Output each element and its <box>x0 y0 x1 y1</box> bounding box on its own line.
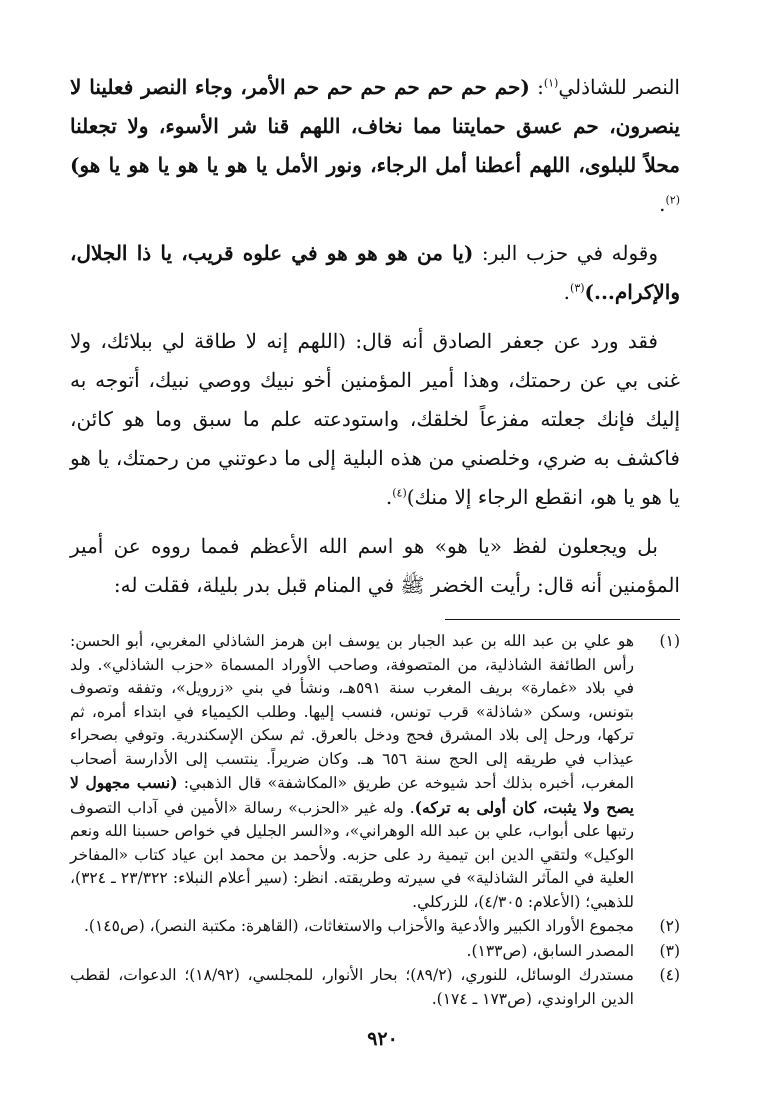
page-number: ٩٢٠ <box>367 1028 398 1050</box>
footnote-divider <box>445 619 680 620</box>
footnote-text-part: . وله غير «الحزب» رسالة «الأمين في آداب التصوف رتبها على أبواب، علي بن عبد الله الوهراني»، و«السر الجليل في خواص حسبنا الله ونعم الوكيل» ولتقي الدين ابن تيمية رد على حزبه. ولأحمد بن محمد ابن عياد كتاب «المفاخر العلية في المآثر الشاذلية» في سيرته وطريقته. انظر: (سير أعلام النبلاء: ٢٣/٣٢٢ ـ ٣٢٤)، للذهبي؛ (الأعلام: ٤/٣٠٥)، للزركلي. <box>70 798 634 911</box>
main-text <box>70 68 680 605</box>
paragraph-end: . <box>563 280 571 304</box>
paragraph-text: فقد ورد عن جعفر الصادق أنه قال: (اللهم إنه لا طاقة لي ببلائك، ولا غنى بي عن رحمتك، وهذا أمير المؤمنين أخو نبيك ووصي نبيك، أتوجه به إليك فإنك جعلته مفزعاً لخلقك، واستودعته علم ما سبق وما هو كائن، فاكشف به ضري، وخلصني من هذه البلية إلى ما دعوتني من رحمتك، يا هو يا هو يا هو، انقطع الرجاء إلا منك) <box>70 329 680 509</box>
footnote-number: (٣) <box>659 941 680 960</box>
footnote-number: (٤) <box>659 966 680 984</box>
footnote-text <box>70 630 634 914</box>
footnote-number: (٢) <box>659 917 680 935</box>
paragraph-end: . <box>659 192 666 216</box>
footnote-ref: (٤) <box>392 486 407 500</box>
paragraph-end: . <box>385 485 393 509</box>
paragraph-text: النصر للشاذلي <box>558 75 680 99</box>
paragraph-text: بل ويجعلون لفظ «يا هو» هو اسم الله الأعظم فمما رووه عن أمير المؤمنين أنه قال: رأيت الخضر ﷺ في المنام قبل بدر بليلة، فقلت له: <box>70 534 680 597</box>
footnote-ref: (١) <box>543 76 559 90</box>
paragraph-1 <box>70 68 680 224</box>
footnote-number: (١) <box>659 632 680 650</box>
quoted-supplication: (حم حم حم حم حم حم حم الأمر، وجاء النصر فعلينا لا ينصرون، حم عسق حمايتنا مما نخاف، اللهم قنا شر الأسوء، ولا تجعلنا محلاً للبلوى، اللهم أعطنا أمل الرجاء، ونور الأمل يا هو يا هو يا هو يا هو) <box>70 75 680 177</box>
footnote-text: مستدرك الوسائل، للنوري، (٨٩/٢)؛ بحار الأنوار، للمجلسي، (١٨/٩٢)؛ الدعوات، لقطب الدين الراوندي، (ص١٧٣ ـ ١٧٤). <box>70 966 634 1008</box>
paragraph-4 <box>70 527 680 605</box>
footnote-ref: (٣) <box>570 281 585 295</box>
footnote-4 <box>70 964 680 1011</box>
paragraph-text: وقوله في حزب البر: <box>473 241 658 265</box>
footnote-3 <box>70 940 680 964</box>
footnotes <box>70 630 680 1011</box>
paragraph-3 <box>70 322 680 517</box>
paragraph-2 <box>70 234 680 312</box>
footnote-1 <box>70 630 680 914</box>
footnote-text: مجموع الأوراد الكبير والأدعية والأحزاب والاستغاثات، (القاهرة: مكتبة النصر)، (ص١٤٥). <box>84 917 634 935</box>
paragraph-text: : <box>529 75 544 99</box>
footnote-2 <box>70 915 680 939</box>
quoted-supplication: (يا من هو هو هو في علوه قريب، يا ذا الجلال، والإكرام...) <box>70 241 680 304</box>
footnote-bold-quote: (نسب مجهول لا يصح ولا يثبت، كان أولى به تركه) <box>70 773 634 817</box>
footnote-text: المصدر السابق، (ص١٣٣). <box>466 941 634 960</box>
footnote-ref: (٢) <box>665 193 680 207</box>
footnote-text-part: هو علي بن عبد الله بن عبد الجبار بن يوسف ابن هرمز الشاذلي المغربي، أبو الحسن: رأس الطائفة الشاذلية، من المتصوفة، وصاحب الأوراد المسماة «حزب الشاذلي». ولد في بلاد «غمارة» بريف المغرب سنة ٥٩١هـ، ونشأ في بني «زرويل»، وتفقه وتصوف بتونس، وسكن «شاذلة» قرب تونس، فنسب إليها. وطلب الكيمياء في ابتداء أمره، ثم تركها، ورحل إلى بلاد المشرق فحج ودخل بالعرق. ثم سكن الإسكندرية. وتوفي بصحراء عيذاب في طريقه إلى الحج سنة ٦٥٦ هـ. وكان ضريراً. ينتسب إلى الأدارسة أصحاب المغرب، أخبره بذلك أحد شيوخه عن طريق «المكاشفة» قال الذهبي: <box>70 632 634 792</box>
